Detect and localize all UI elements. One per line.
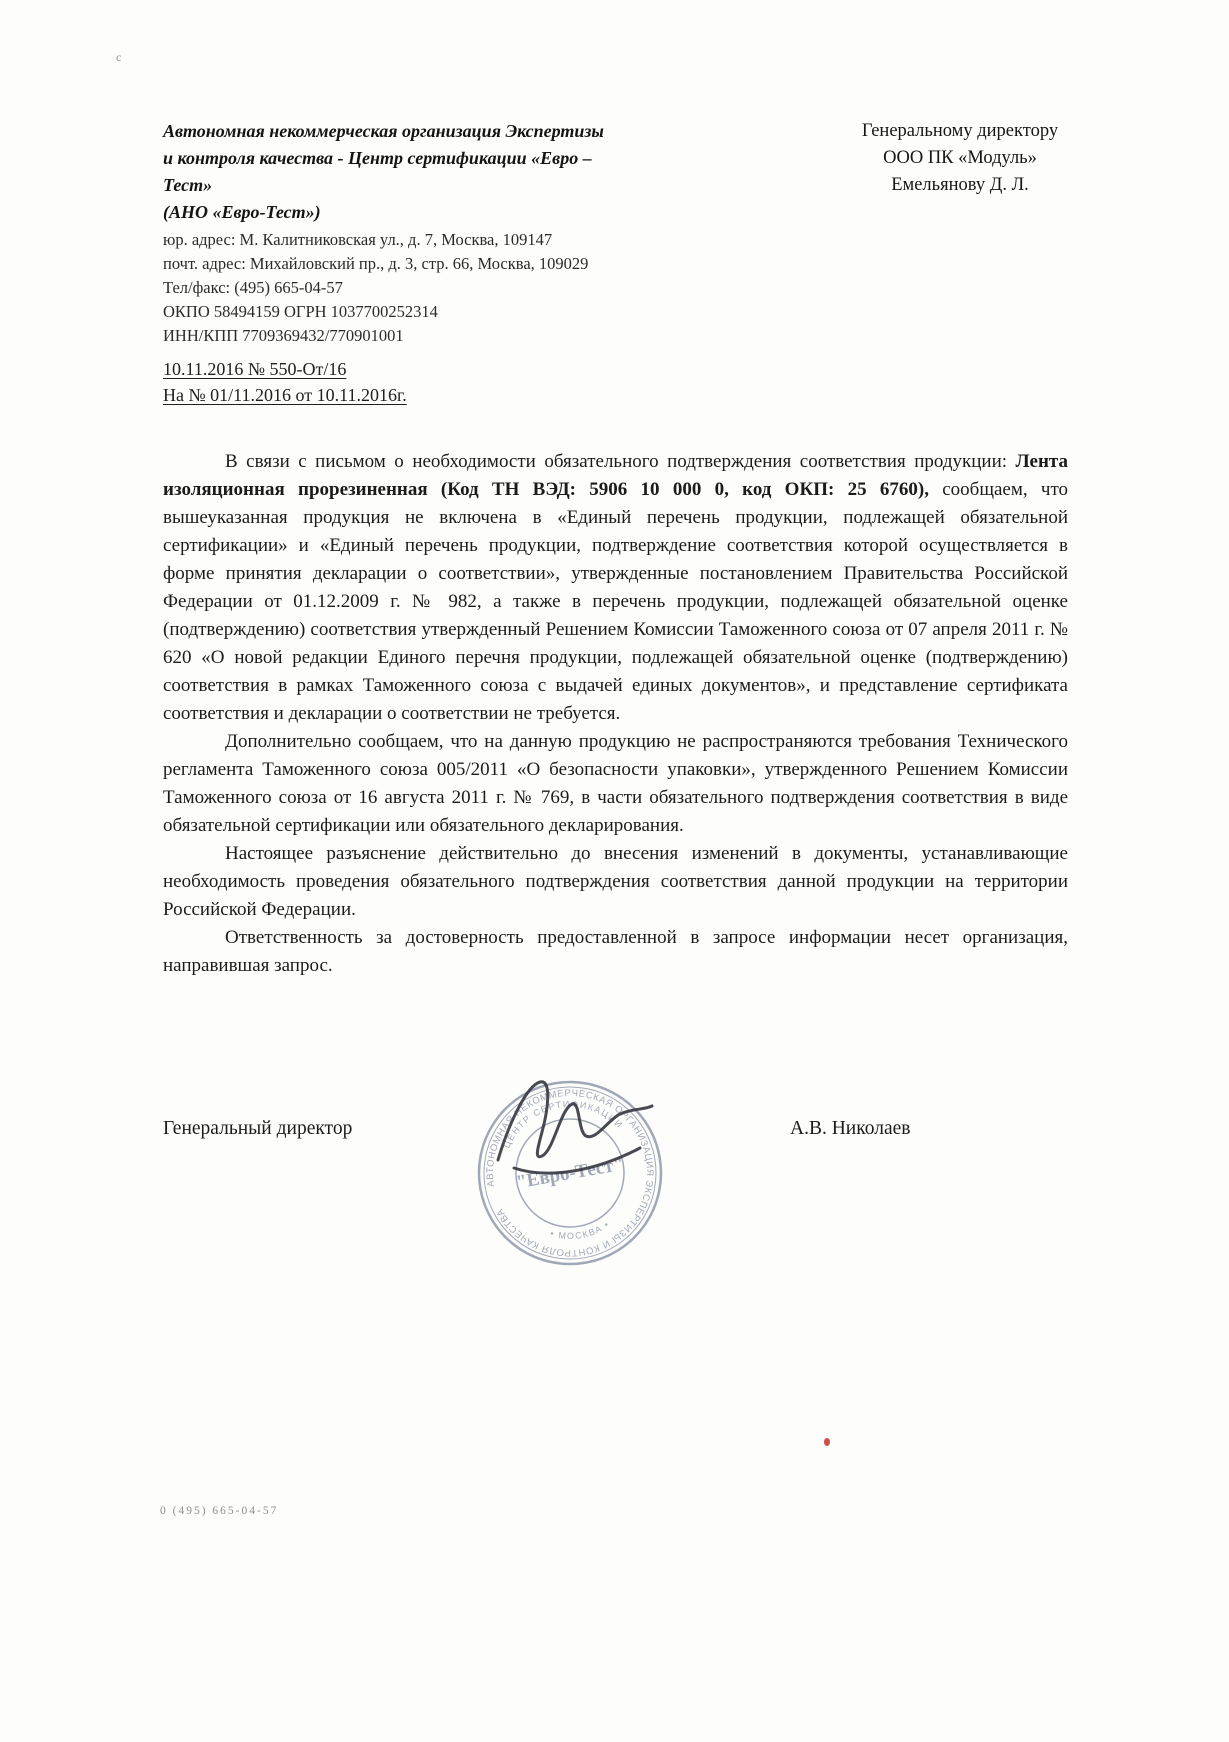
stamp-city-text: • МОСКВА • [549, 1218, 612, 1242]
org-name-block [163, 118, 703, 226]
inn-kpp: ИНН/КПП 7709369432/770901001 [163, 326, 404, 345]
scan-artifact-mark: с [116, 50, 122, 64]
org-name-line-1: Автономная некоммерческая организация Экспертизы [163, 121, 604, 141]
paragraph-2: Дополнительно сообщаем, что на данную продукцию не распространяются требования Технического регламента Таможенного союза 005/2011 «О безопасности упаковки», утвержденного Решением Комиссии Таможенного союза от 16 августа 2011 г. № 769, в части обязательного подтверждения соответствия в виде обязательной сертификации или обязательного декларирования. [163, 731, 1068, 836]
footer-phone: 0 (495) 665-04-57 [160, 1505, 279, 1517]
stamp-center-text: "Евро-Тест" [514, 1153, 626, 1194]
org-details-block [163, 228, 703, 348]
product-name-bold: Лента изоляционная прорезиненная (Код ТН ВЭД: 5906 10 000 0, код ОКП: 25 6760), [163, 451, 1068, 500]
phone-fax: Тел/факс: (495) 665-04-57 [163, 278, 343, 297]
paragraph-1-rest: сообщаем, что вышеуказанная продукция не включена в «Единый перечень продукции, подлежащей обязательной сертификации» и «Единый перечень продукции, подтверждение соответствия которой осуществляется в форме принятия декларации о соответствии», утвержденные постановлением Правительства Российской Федерации от 01.12.2009 г. № 982, а также в перечень продукции, подлежащей обязательной оценке (подтверждению) соответствия утвержденный Решением Комиссии Таможенного союза от 07 апреля 2011 г. № 620 «О новой редакции Единого перечня продукции, подлежащей обязательной оценке (подтверждению) соответствия в рамках Таможенного союза с выдачей единых документов», и представление сертификата соответствия и декларации о соответствии не требуется. [163, 479, 1068, 724]
stamp-outer-ring-text: АВТОНОМНАЯ НЕКОММЕРЧЕСКАЯ ОРГАНИЗАЦИЯ ЭКСПЕРТИЗЫ И КОНТРОЛЯ КАЧЕСТВА [484, 1087, 656, 1259]
recipient-company: ООО ПК «Модуль» [883, 148, 1037, 168]
signatory-title: Генеральный директор [163, 1118, 353, 1139]
paragraph-1 [163, 448, 1068, 728]
postal-address: почт. адрес: Михайловский пр., д. 3, стр. 66, Москва, 109029 [163, 254, 589, 273]
reference-numbers [163, 356, 703, 408]
sender-letterhead [163, 118, 703, 408]
outgoing-reference: 10.11.2016 № 550-От/16 [163, 359, 347, 379]
recipient-person: Емельянову Д. Л. [891, 175, 1029, 195]
paragraph-3: Настоящее разъяснение действительно до внесения изменений в документы, устанавливающие необходимость проведения обязательного подтверждения соответствия данной продукции на территории Российской Федерации. [163, 843, 1068, 920]
incoming-reference: На № 01/11.2016 от 10.11.2016г. [163, 385, 407, 405]
letter-body [163, 448, 1068, 980]
signatory-name: А.В. Николаев [790, 1118, 911, 1139]
recipient-block [818, 118, 1102, 199]
recipient-title: Генеральному директору [861, 121, 1059, 141]
red-ink-speck [824, 1438, 830, 1446]
paragraph-1-lead: В связи с письмом о необходимости обязательного подтверждения соответствия продукции: [225, 451, 1016, 472]
paragraph-4: Ответственность за достоверность предоставленной в запросе информации несет организация, направившая запрос. [163, 927, 1068, 976]
org-name-line-3: Тест» [163, 175, 213, 195]
org-short-name: (АНО «Евро-Тест») [163, 202, 321, 222]
company-stamp [430, 1048, 710, 1298]
org-name-line-2: и контроля качества - Центр сертификации «Евро – [163, 148, 592, 168]
okpo-ogrn: ОКПО 58494159 ОГРН 1037700252314 [163, 302, 438, 321]
stamp-inner-ring-text: ЦЕНТР СЕРТИФИКАЦИИ [501, 1098, 626, 1150]
legal-address: юр. адрес: М. Калитниковская ул., д. 7, Москва, 109147 [163, 230, 553, 249]
